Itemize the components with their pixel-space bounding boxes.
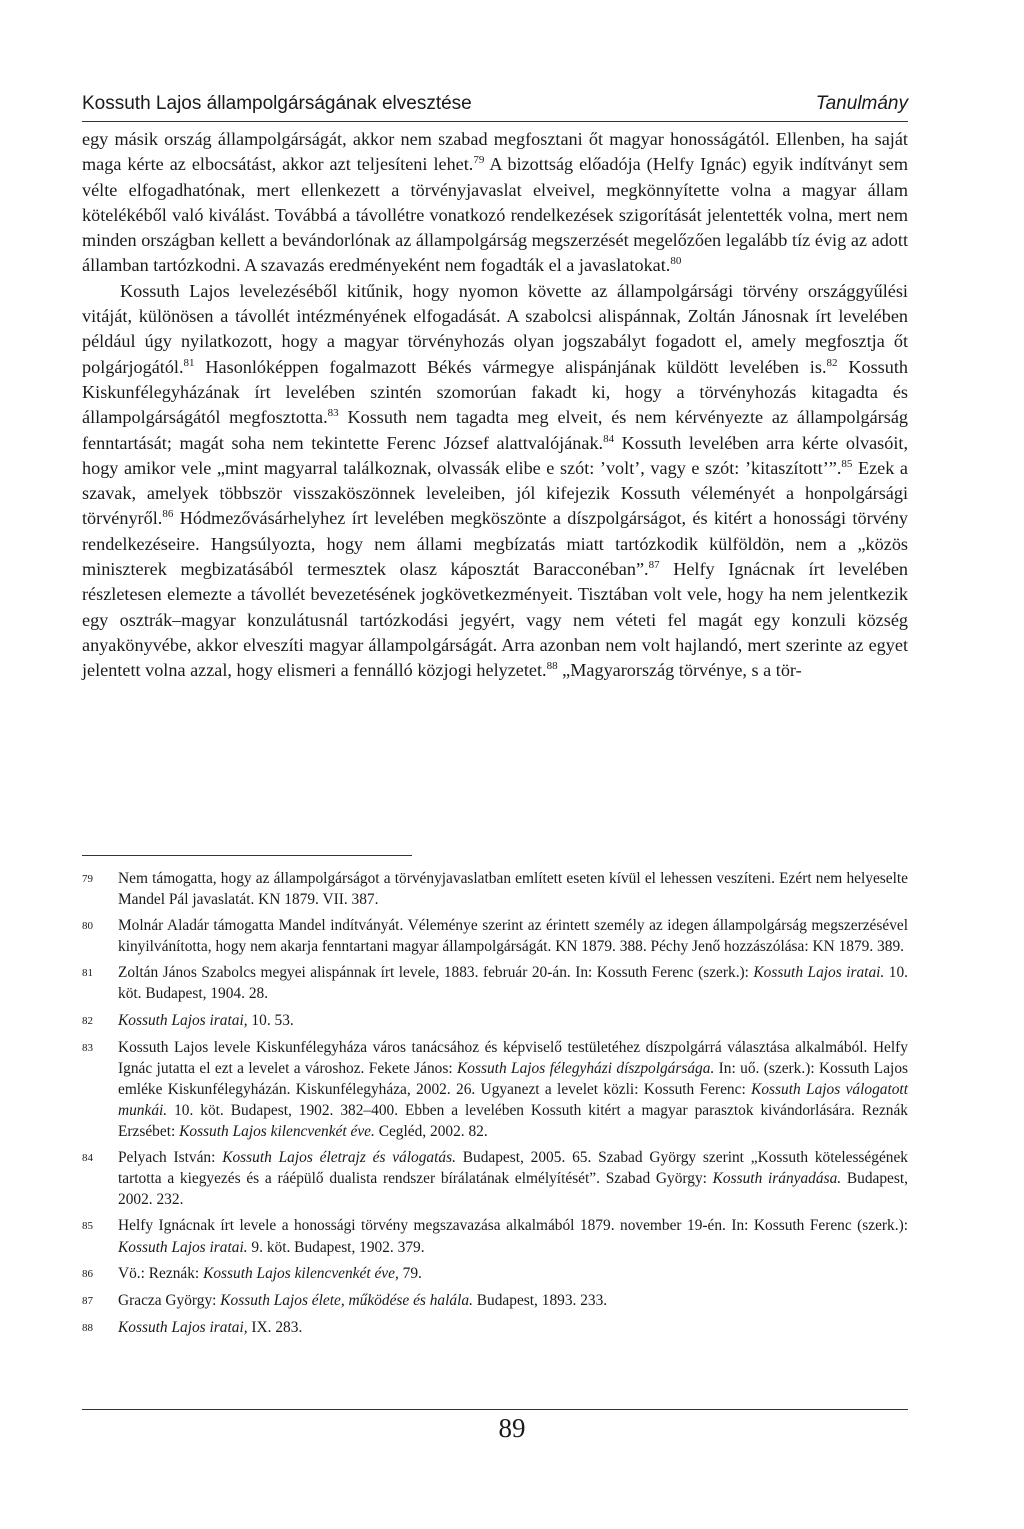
footnote-number: 79 bbox=[82, 873, 93, 885]
footnote-reference: 88 bbox=[546, 660, 558, 673]
footnote-item bbox=[82, 1290, 908, 1312]
footnote-number: 85 bbox=[82, 1220, 93, 1233]
text-run: Hasonlóképpen fogalmazott Békés vármegye alispánjának küldött levelében is. bbox=[194, 356, 827, 377]
text-run: Nem támogatta, hogy az állampolgárságot a törvényjavaslatban említett eseten kívül el lehessen veszíteni. Ezért nem helyeselte Mandel Pál javaslatát. KN 1879. VII. 387. bbox=[118, 870, 908, 909]
text-run: A bizottság előadója (Helfy Ignác) egyik indítványt sem vélte elfogadhatónak, mert ellenkezett a törvényjavaslat elveivel, megkönnyítette volna a magyar állam kötelékéből való kiválást. Továbbá a távollétre vonatkozó rendelkezések szigorítását jelentették volna, mert nem minden országban kellett a bevándorlónak az állampolgárság megszerzését megelőzően legalább tíz évig az adott államban tartózkodni. A szavazás eredményeként nem fogadták el a javaslatokat. bbox=[82, 154, 908, 276]
italic-title: Kossuth Lajos kilencvenkét éve. bbox=[179, 1123, 375, 1141]
footnote-number: 83 bbox=[82, 1041, 93, 1054]
footnote-reference: 79 bbox=[473, 154, 485, 167]
footnote-reference: 81 bbox=[183, 356, 195, 369]
text-run: Kossuth levelében arra kérte olvasóit, hogy amikor vele „mint magyarral találkoznak, olvassák elibe e szót: ’volt’, vagy e szót: ’kitaszított’”. bbox=[82, 432, 909, 478]
text-run: Cegléd, 2002. 82. bbox=[374, 1123, 488, 1141]
text-run: 10. 53. bbox=[247, 1011, 294, 1029]
footnote-text bbox=[118, 915, 908, 957]
footnote-text bbox=[118, 1010, 908, 1032]
running-header-title: Kossuth Lajos állampolgárságának elvesztése bbox=[82, 93, 472, 114]
footnote-number: 87 bbox=[82, 1294, 93, 1307]
footnote-number: 80 bbox=[82, 920, 93, 933]
text-run: Kossuth Lajos levele Kiskunfélegyháza város tanácsához és képviselő testületéhez díszpolgárrá választása alkalmából. Helfy Ignác jutatta el ezt a levelet a városhoz. Fekete János: bbox=[118, 1038, 908, 1077]
footnote-item bbox=[82, 1263, 908, 1285]
footnote-text bbox=[118, 868, 908, 910]
footnote-text bbox=[118, 1290, 908, 1312]
footnote-number: 81 bbox=[82, 967, 93, 980]
text-run: Kossuth nem tagadta meg elveit, és nem kérvényezte az állampolgárság fenntartását; magát soha nem tekintette Ferenc József alattvalójának. bbox=[82, 407, 908, 453]
running-header bbox=[82, 89, 908, 119]
footnote-separator bbox=[82, 855, 412, 856]
italic-title: Kossuth Lajos félegyházi díszpolgársága. bbox=[457, 1059, 715, 1077]
text-run: Budapest, 1893. 233. bbox=[472, 1291, 608, 1309]
text-run: Pelyach István: bbox=[118, 1149, 223, 1167]
footnote-item bbox=[82, 1215, 908, 1257]
footnote-number: 82 bbox=[82, 1014, 93, 1027]
footnote-reference: 84 bbox=[603, 432, 615, 445]
footnote-number: 88 bbox=[82, 1321, 93, 1334]
footnote-item bbox=[82, 1317, 908, 1339]
footnote-item bbox=[82, 962, 908, 1004]
footnote-number: 86 bbox=[82, 1267, 93, 1280]
footnote-reference: 80 bbox=[670, 255, 682, 268]
italic-title: Kossuth Lajos iratai, bbox=[118, 1318, 248, 1336]
footer-rule bbox=[82, 1409, 908, 1410]
body-paragraph bbox=[82, 279, 908, 684]
italic-title: Kossuth Lajos iratai. bbox=[753, 964, 885, 982]
footnotes bbox=[82, 868, 908, 1344]
footnote-item bbox=[82, 915, 908, 957]
text-run: Kossuth Kiskunfélegyházának írt levelében szintén szomorúan fakadt ki, hogy a törvényhozás kitagadta és állampolgárságától megfosztotta. bbox=[82, 356, 909, 428]
body-paragraph bbox=[82, 127, 908, 279]
footnote-text bbox=[118, 1317, 908, 1339]
text-run: Zoltán János Szabolcs megyei alispánnak írt levele, 1883. február 20-án. In: Kossuth Ferenc (szerk.): bbox=[118, 964, 754, 982]
footnote-text bbox=[118, 1215, 908, 1257]
text-run: egy másik ország állampolgárságát, akkor nem szabad megfosztani őt magyar honosságától. Ellenben, ha saját maga kérte az elbocsátást, akkor azt teljesíteni lehet. bbox=[82, 129, 908, 175]
text-run: 79. bbox=[398, 1264, 422, 1282]
footnote-number: 84 bbox=[82, 1152, 93, 1165]
footnote-text bbox=[118, 1263, 908, 1285]
text-run: Budapest, 2005. 65. Szabad György szerint „Kossuth kötelességének tartotta a kiegyezés és a ráépülő dualista rendszer bírálatának elmélyítését”. Szabad György: bbox=[118, 1149, 908, 1188]
footnote-reference: 87 bbox=[648, 559, 660, 572]
italic-title: Kossuth Lajos kilencvenkét éve, bbox=[203, 1264, 399, 1282]
text-run: Helfy Ignácnak írt levele a honossági törvény megszavazása alkalmából 1879. november 19-én. In: Kossuth Ferenc (szerk.): bbox=[118, 1217, 908, 1235]
footnote-item bbox=[82, 1010, 908, 1032]
text-run: In: uő. (szerk.): Kossuth Lajos emléke Kiskunfélegyházán. Kiskunfélegyháza, 2002. 26. Ugyanezt a levelet közli: Kossuth Ferenc: bbox=[118, 1059, 908, 1098]
text-run: Vö.: Reznák: bbox=[118, 1264, 204, 1282]
body-text bbox=[82, 127, 908, 684]
footnote-item bbox=[82, 1147, 908, 1210]
text-run: Kossuth Lajos levelezéséből kitűnik, hogy nyomon követte az állampolgársági törvény országgyűlési vitáját, különösen a távollét intézményének elfogadását. A szabolcsi alispánnak, Zoltán Jánosnak írt levelében például úgy nyilatkozott, hogy a magyar törvényhozás olyan jogszabályt fogadott el, amely megfosztja őt polgárjogától. bbox=[82, 280, 908, 377]
footnote-reference: 82 bbox=[826, 356, 838, 369]
text-run: Gracza György: bbox=[118, 1291, 221, 1309]
text-run: Hódmezővásárhelyhez írt levelében megköszönte a díszpolgárságot, és kitért a honossági törvény rendelkezéseire. Hangsúlyozta, hogy nem állami megbízatás miatt tartózkodik külföldön, nem a „közös miniszterek megbizatásából termesztek olasz káposztát Baracconéban”. bbox=[82, 508, 908, 580]
footnote-reference: 85 bbox=[841, 457, 853, 470]
text-run: Ezek a szavak, amelyek többször visszaköszönnek leveleiben, jól kifejezik Kossuth véleményét a honpolgársági törvényről. bbox=[82, 457, 909, 529]
footnote-text bbox=[118, 1147, 908, 1210]
italic-title: Kossuth Lajos válogatott munkái. bbox=[118, 1080, 908, 1119]
italic-title: Kossuth Lajos életrajz és válogatás. bbox=[222, 1149, 456, 1167]
italic-title: Kossuth Lajos iratai. bbox=[118, 1238, 248, 1256]
text-run: Helfy Ignácnak írt levelében részletesen elemezte a távollét bevezetésének jogkövetkezményeit. Tisztában volt vele, hogy ha nem jelentkezik egy osztrák–magyar konzulátusnál tartózkodási jegyért, vagy nem véteti fel magát egy konzuli község anyakönyvébe, akkor elveszíti magyar állampolgárságát. Arra azonban nem volt hajlandó, mert szerinte az egyet jelentett volna azzal, hogy elismeri a fennálló közjogi helyzetet. bbox=[82, 559, 908, 681]
text-run: IX. 283. bbox=[247, 1318, 303, 1336]
running-header-section: Tanulmány bbox=[815, 93, 908, 114]
text-run: Molnár Aladár támogatta Mandel indítványát. Véleménye szerint az érintett személy az idegen állampolgárság megszerzésével kinyilvánította, hogy nem akarja fenntartani magyar állampolgárságát. KN 1879. 388. Péchy Jenő hozzászólása: KN 1879. 389. bbox=[118, 917, 908, 956]
text-run: „Magyarország törvénye, s a tör- bbox=[557, 660, 802, 681]
header-rule bbox=[82, 121, 908, 122]
italic-title: Kossuth Lajos iratai, bbox=[118, 1011, 248, 1029]
footnote-text bbox=[118, 1037, 908, 1142]
italic-title: Kossuth Lajos élete, működése és halála. bbox=[220, 1291, 473, 1309]
text-run: 10. köt. Budapest, 1902. 382–400. Ebben a levelében Kossuth kitért a magyar parasztok kivándorlására. Reznák Erzsébet: bbox=[118, 1101, 908, 1141]
footnote-item bbox=[82, 868, 908, 910]
footnote-item bbox=[82, 1037, 908, 1142]
footnote-reference: 86 bbox=[162, 508, 174, 521]
page-number: 89 bbox=[498, 1413, 526, 1443]
italic-title: Kossuth irányadása. bbox=[712, 1170, 842, 1188]
footnote-text bbox=[118, 962, 908, 1004]
text-run: Budapest, 2002. 232. bbox=[118, 1170, 908, 1209]
footnote-reference: 83 bbox=[327, 407, 339, 420]
text-run: 9. köt. Budapest, 1902. 379. bbox=[247, 1238, 425, 1256]
text-run: 10. köt. Budapest, 1904. 28. bbox=[118, 964, 908, 1003]
